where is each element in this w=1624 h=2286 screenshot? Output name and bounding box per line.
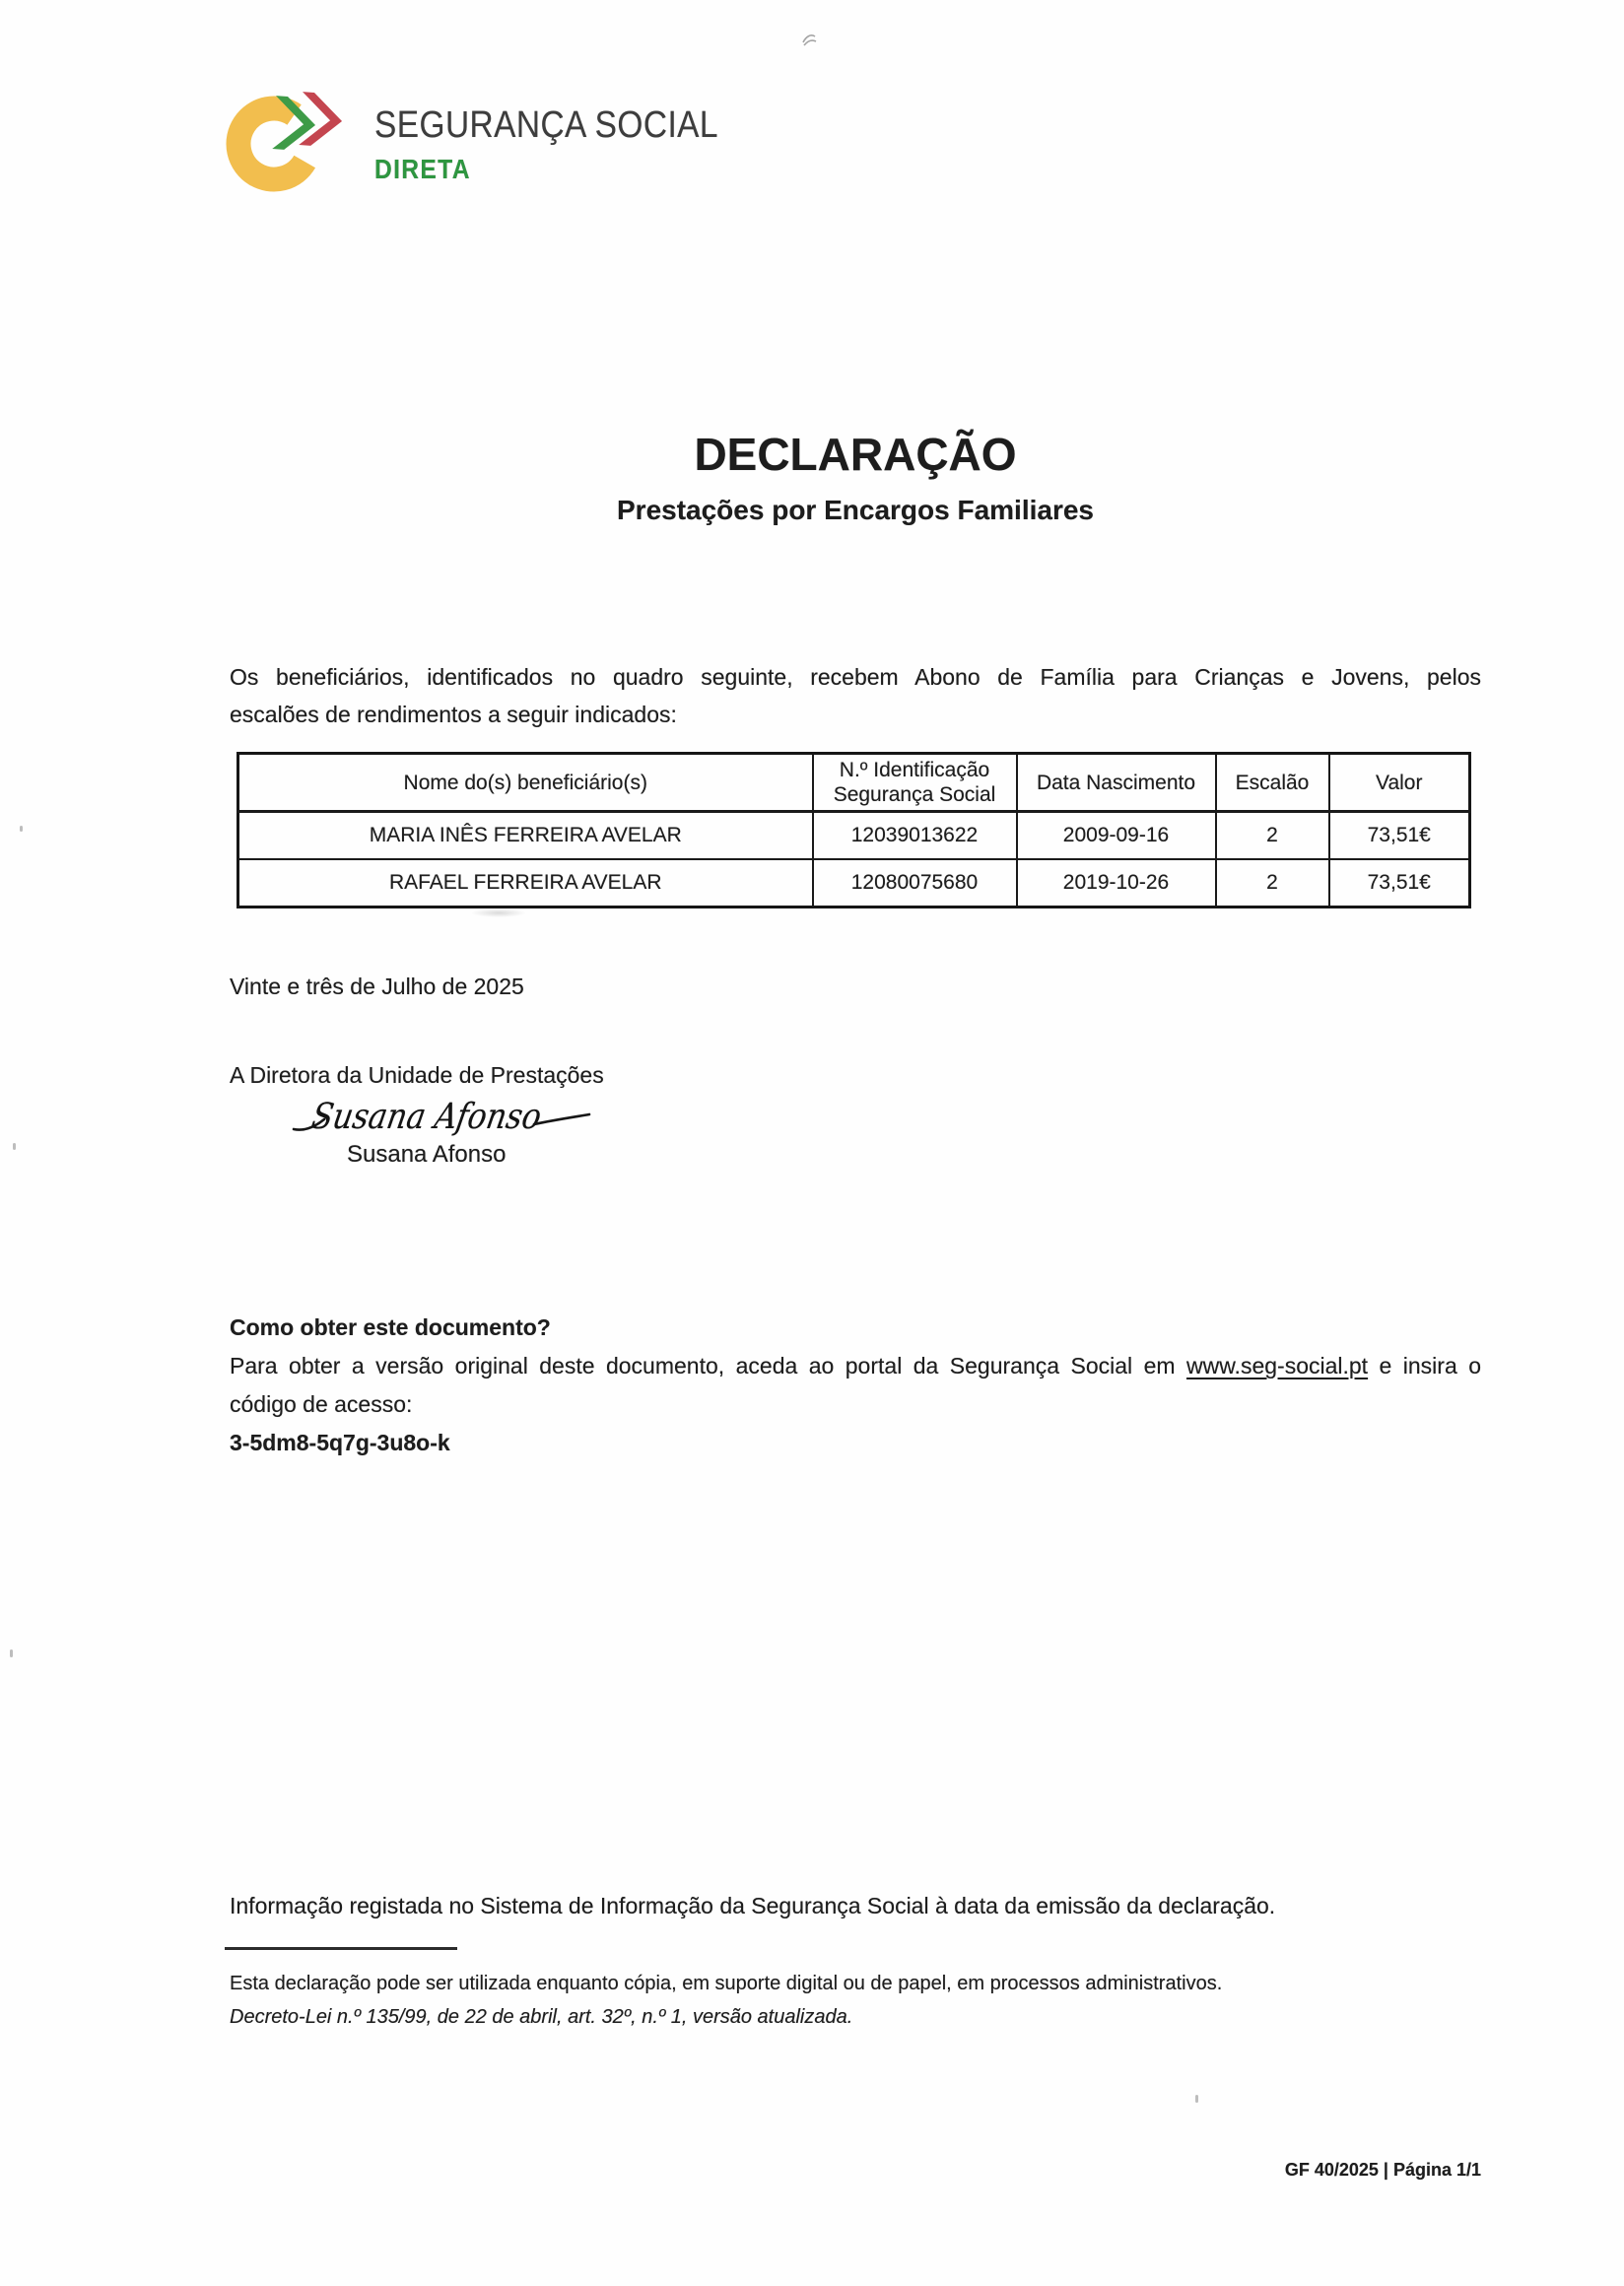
table-row [238,859,1470,908]
signature-script-text: Susana Afonso [308,1095,580,1137]
cell-data-nascimento: 2019-10-26 [1017,859,1216,908]
cell-escalao: 2 [1216,859,1329,908]
how-to-section [230,1309,1481,1462]
how-to-line-1 [230,1347,1481,1385]
how-to-line-2: código de acesso: [230,1391,413,1417]
page-title: DECLARAÇÃO [694,429,1017,480]
scan-artifact-smudge [471,908,526,917]
signature-script [292,1088,597,1147]
portal-link: www.seg-social.pt [1186,1353,1369,1378]
intro-paragraph [230,658,1481,733]
logo-yellow-arc [238,108,304,179]
table-row [238,812,1470,860]
segsocial-logo [223,87,766,197]
how-to-text-before-link: Para obter a versão original deste documento, aceda ao portal da Segurança Social em [230,1353,1186,1378]
cell-nome: RAFAEL FERREIRA AVELAR [238,859,813,908]
scan-artifact-speck [10,1649,13,1657]
footnote-line-1: Esta declaração pode ser utilizada enquanto cópia, em suporte digital ou de papel, em processos administrativos. [230,1973,1223,1994]
scan-artifact-speck [20,826,23,832]
how-to-heading: Como obter este documento? [230,1314,551,1340]
segsocial-logo-mark-icon [223,87,349,197]
cell-data-nascimento: 2009-09-16 [1017,812,1216,860]
page-subtitle: Prestações por Encargos Familiares [617,495,1094,525]
scan-artifact-squiggle [800,30,818,49]
beneficiaries-table [237,752,1471,908]
cell-nome: MARIA INÊS FERREIRA AVELAR [238,812,813,860]
brand-direta: DIRETA [374,154,471,184]
header-valor: Valor [1329,754,1470,812]
signatory-role: A Diretora da Unidade de Prestações [230,1062,604,1088]
brand-text [374,104,718,185]
cell-niss: 12080075680 [813,859,1017,908]
how-to-text-after-link: e insira o [1368,1353,1481,1378]
signature-tail-stroke [534,1114,589,1124]
access-code: 3-5dm8-5q7g-3u8o-k [230,1430,450,1455]
header-niss: N.º Identificação Segurança Social [813,754,1017,812]
registered-info: Informação registada no Sistema de Informação da Segurança Social à data da emissão da declaração. [230,1893,1276,1918]
footnote-rule [225,1947,457,1950]
header-escalao: Escalão [1216,754,1329,812]
intro-line-1: Os beneficiários, identificados no quadro seguinte, recebem Abono de Família para Crianças e Jovens, pelos [230,664,1481,690]
header-nome: Nome do(s) beneficiário(s) [238,754,813,812]
cell-escalao: 2 [1216,812,1329,860]
intro-line-2: escalões de rendimentos a seguir indicados: [230,702,677,727]
scan-artifact-speck [1195,2095,1198,2103]
table-header-row [238,754,1470,812]
brand-name: SEGURANÇA SOCIAL [374,104,718,146]
scan-artifact-speck [13,1143,16,1150]
header-data-nascimento: Data Nascimento [1017,754,1216,812]
page-reference: GF 40/2025 | Página 1/1 [1284,2160,1481,2180]
date-line: Vinte e três de Julho de 2025 [230,974,524,999]
cell-valor: 73,51€ [1329,859,1470,908]
signatory-name: Susana Afonso [347,1141,507,1168]
cell-niss: 12039013622 [813,812,1017,860]
cell-valor: 73,51€ [1329,812,1470,860]
footnote-line-2: Decreto-Lei n.º 135/99, de 22 de abril, art. 32º, n.º 1, versão atualizada. [230,2006,853,2028]
